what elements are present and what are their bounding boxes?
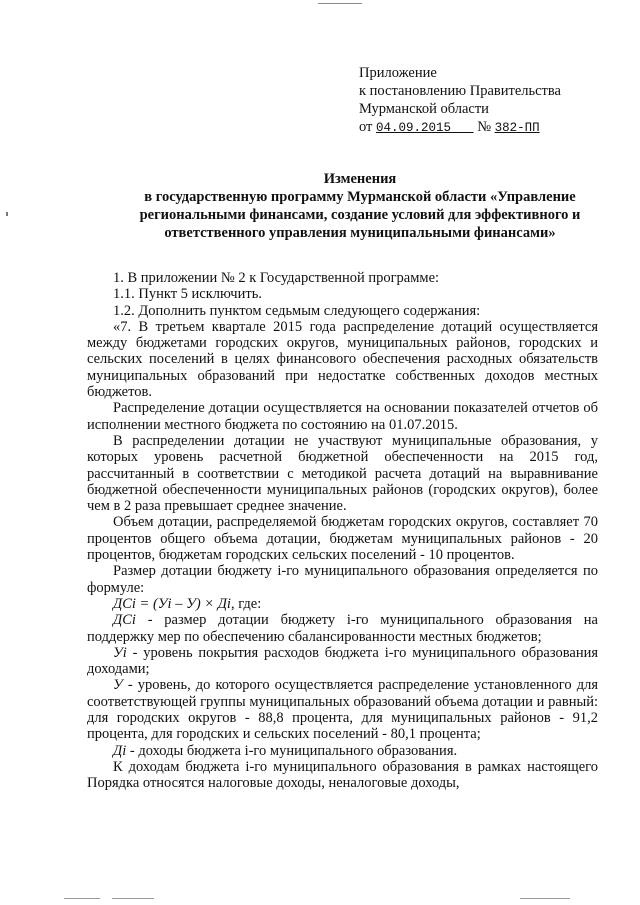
- title-line-1: Изменения: [323, 171, 397, 187]
- number-label: №: [477, 119, 492, 135]
- title-line-2: в государственную программу Мурманской области «Управление: [144, 189, 576, 205]
- title-line-4: ответственного управления муниципальными финансами»: [164, 225, 556, 241]
- definition-item: [87, 645, 598, 678]
- approval-line-3: Мурманской области: [359, 101, 489, 117]
- paragraph: 1. В приложении № 2 к Государственной программе:: [113, 270, 440, 286]
- approval-line-2: к постановлению Правительства: [359, 83, 561, 99]
- paragraph: К доходам бюджета i-го муниципального образования в рамках настоящего Порядка относятся налоговые доходы, неналоговые доходы,: [87, 758, 598, 792]
- approval-line-1: Приложение: [359, 65, 437, 81]
- approval-number: 382-ПП: [494, 121, 540, 135]
- from-label: от: [359, 119, 373, 135]
- date-underline-gap: [451, 121, 474, 135]
- approval-block: [359, 64, 561, 137]
- scan-artifact-left: [6, 212, 8, 216]
- definition-symbol: Уi: [113, 644, 127, 661]
- definition-symbol: ДСi: [113, 612, 136, 629]
- scan-artifact-top: [318, 3, 362, 4]
- paragraph: 1.2. Дополнить пунктом седьмым следующего содержания:: [113, 302, 481, 319]
- definition-text: - уровень, до которого осуществляется распределение установленного для соответствующей группы муниципальных образований объема дотации и равный: для городских округов - 88,8 процента, для муниципальных районов - 91,2 процента, для городских и сельских поселений - 80,1 процента;: [87, 677, 598, 743]
- definition-text: - уровень покрытия расходов бюджета i-го муниципального образования доходами;: [87, 644, 599, 678]
- paragraph: Размер дотации бюджету i-го муниципального образования определяется по формуле:: [87, 563, 598, 596]
- formula: ДСi = (Уi – У) × Дi: [113, 595, 231, 612]
- definition-text: - размер дотации бюджету i-го муниципального образования на поддержку мер по обеспечению сбалансированности местных бюджетов;: [87, 612, 598, 645]
- scan-artifact-bottom-right: [520, 898, 570, 899]
- scan-artifact-bottom-mid: [112, 898, 154, 899]
- definition-text: - доходы бюджета i-го муниципального образования.: [129, 742, 458, 759]
- paragraph: «7. В третьем квартале 2015 года распределение дотаций осуществляется между бюджетами городских округов, муниципальных районов, городских и сельских поселений в целях финансового обеспечения расходных обязательств муниципальных образований при недостатке собственных доходов местных бюджетов.: [87, 318, 598, 401]
- approval-date-line: [359, 118, 561, 137]
- document-body: [87, 270, 598, 792]
- paragraph: Распределение дотации осуществляется на основании показателей отчетов об исполнении местного бюджета по состоянию на 01.07.2015.: [87, 400, 598, 433]
- formula-tail: , где:: [230, 595, 262, 612]
- definition-symbol: У: [113, 677, 123, 694]
- paragraph: В распределении дотации не участвуют муниципальные образования, у которых уровень расчетной бюджетной обеспеченности на 2015 год, рассчитанный в соответствии с методикой расчета дотаций на выравнивание бюджетной обеспеченности муниципальных районов (городских округов), более чем в 2 раза превышает среднее значение.: [87, 432, 598, 515]
- approval-date: 04.09.2015: [376, 121, 452, 135]
- paragraph: 1.1. Пункт 5 исключить.: [113, 286, 262, 303]
- document-title: [80, 170, 640, 242]
- definition-item: [87, 743, 598, 759]
- scan-artifact-bottom-left: [64, 898, 100, 899]
- definition-item: [87, 677, 598, 742]
- title-line-3: региональными финансами, создание условий для эффективного и: [139, 207, 581, 223]
- definition-symbol: Дi: [113, 742, 127, 759]
- formula-line: [87, 596, 598, 612]
- paragraph: Объем дотации, распределяемой бюджетам городских округов, составляет 70 процентов общего объема дотации, бюджетам муниципальных районов - 20 процентов, бюджетам городских сельских поселений - 10 процентов.: [87, 514, 598, 564]
- definition-item: [87, 612, 598, 645]
